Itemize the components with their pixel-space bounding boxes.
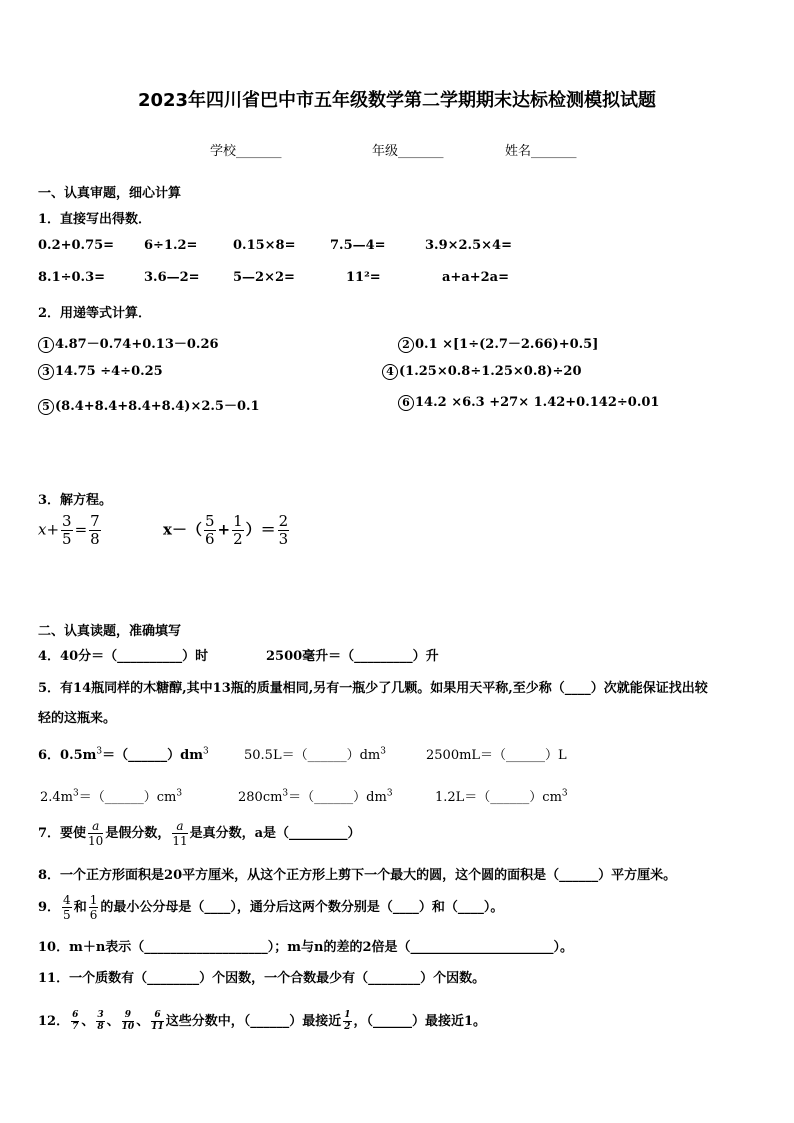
q6-item: $50.5L=(\_\_\_\_\_\_)dm^3$ (244, 746, 386, 763)
equation-2: x－（ $\frac{5}{6}$ + $\frac{1}{2}$ ）＝ $\frac{2}{3}$ (163, 512, 289, 548)
q2-item: 2 0.1 ×[1÷(2.7－2.66)+0.5] (398, 333, 598, 353)
q1-item: 6÷1.2= (144, 238, 198, 253)
q1-item: 3.6—2= (144, 270, 200, 285)
q1-item: 8.1÷0.3= (38, 270, 106, 285)
circled-number: 4 (382, 364, 398, 380)
page-title: 2023年四川省巴中市五年级数学第二学期期末达标检测模拟试题 (137, 90, 657, 111)
circled-number: 3 (38, 364, 54, 380)
q2-item: 5 (8.4+8.4+8.4+8.4)×2.5－0.1 (38, 395, 260, 415)
q2-item: 3 14.75 ÷4÷0.25 (38, 364, 163, 380)
q4-part-b: 2500毫升＝（_________）升 (266, 649, 439, 664)
circled-number: 2 (398, 337, 414, 353)
circled-number: 1 (38, 337, 54, 353)
q7: 7．要使 $\frac{a}{10}$ 是假分数， $\frac{a}{11}$ 是真分数，a是（_________） (38, 819, 361, 848)
q2-item: 6 14.2 ×6.3 +27× 1.42+0.142÷0.01 (398, 395, 659, 411)
q1-item: 7.5—4= (330, 238, 386, 253)
q5-line-2: 轻的这瓶来。 (38, 711, 117, 726)
q5-line-1: 5．有14瓶同样的木糖醇,其中13瓶的质量相同,另有一瓶少了几颗。如果用天平称,至少称（____）次就能保证找出较 (38, 681, 708, 696)
q6-item: 6．$0.5m^3=(\_\_\_\_\_\_)dm^3$ (38, 746, 209, 763)
q6-item: $1.2L=(\_\_\_\_\_\_)cm^3$ (435, 788, 568, 805)
q6-item: $2.4m^3=(\_\_\_\_\_\_)cm^3$ (40, 788, 183, 805)
name-field: 姓名_______ (505, 144, 577, 159)
q3-title: 3．解方程。 (38, 493, 113, 508)
q1-item: 11²= (346, 270, 381, 285)
q10: 10．m＋n表示（___________________）；m与n的差的2倍是（______________________）。 (38, 940, 574, 955)
q8: 8．一个正方形面积是20平方厘米，从这个正方形上剪下一个最大的圆，这个圆的面积是（______）平方厘米。 (38, 868, 677, 883)
equation-1: x+ $\frac{3}{5}$ = $\frac{7}{8}$ (38, 512, 100, 548)
q11: 11．一个质数有（________）个因数，一个合数最少有（________）个因数。 (38, 971, 486, 986)
q1-item: 0.2+0.75= (38, 238, 115, 253)
q2-title: 2．用递等式计算． (38, 306, 152, 321)
section-1-heading: 一、认真审题，细心计算 (38, 186, 182, 201)
q2-item: 1 4.87－0.74+0.13－0.26 (38, 333, 219, 353)
school-field: 学校_______ (210, 144, 282, 159)
grade-field: 年级_______ (372, 144, 444, 159)
q1-item: a+a+2a= (442, 270, 509, 285)
circled-number: 5 (38, 399, 54, 415)
circled-number: 6 (398, 395, 414, 411)
section-2-heading: 二、认真读题，准确填写 (38, 624, 182, 639)
q9: 9． $\frac{4}{5}$ 和 $\frac{1}{6}$ 的最小公分母是（____），通分后这两个数分别是（____）和（____）。 (38, 893, 504, 922)
q4-part-a: 4．40分＝（__________）时 (38, 649, 209, 664)
q2-item: 4 (1.25×0.8÷1.25×0.8)÷20 (382, 364, 582, 380)
q1-item: 3.9×2.5×4= (425, 238, 512, 253)
q1-item: 5—2×2= (233, 270, 295, 285)
q6-item: $280cm^3=(\_\_\_\_\_\_)dm^3$ (238, 788, 393, 805)
q1-title: 1．直接写出得数． (38, 212, 152, 227)
q6-item: 2500mL＝（______）L (426, 748, 567, 763)
q1-item: 0.15×8= (233, 238, 296, 253)
q12: 12． $\frac{6}{7}$ 、 $\frac{3}{8}$ 、 $\frac{9}{10}$ 、 $\frac{6}{11}$ 这些分数中，（______）最接近 $\frac{1}{2}$ ，（______）最接近1。 (38, 1010, 487, 1032)
